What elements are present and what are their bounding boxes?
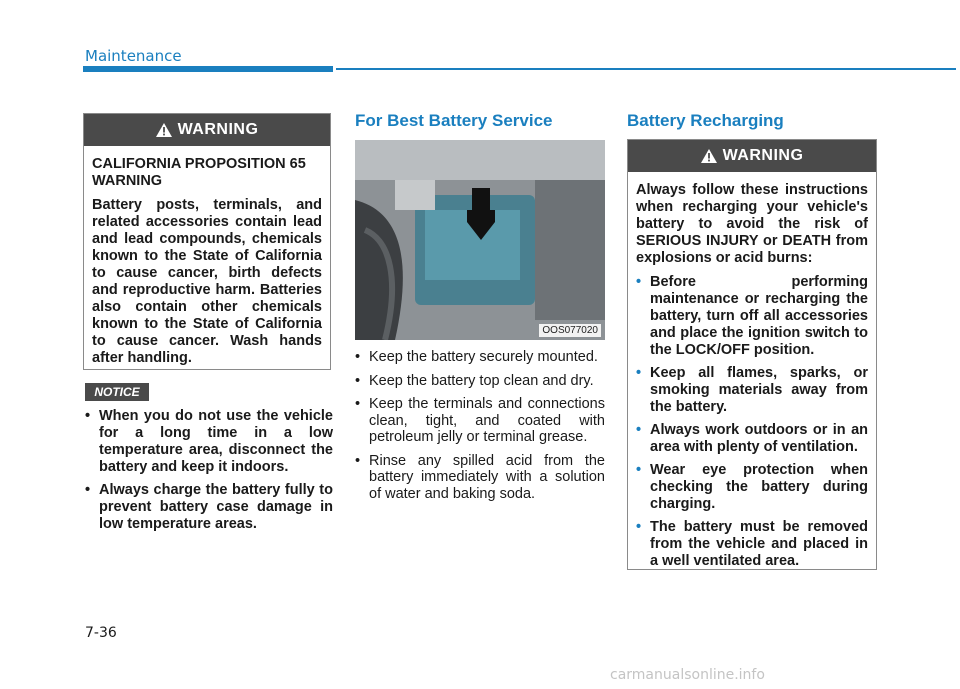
battery-tips-list: [355, 349, 605, 509]
list-item: • Keep the terminals and connections clean, tight, and coated with petroleum jelly or terminal grease.: [355, 396, 605, 446]
heading-recharging: Battery Recharging: [627, 111, 784, 130]
photo-code: OOS077020: [539, 324, 601, 337]
list-item: • When you do not use the vehicle for a long time in a low temperature area, disconnect the battery and keep it indoors.: [85, 408, 333, 476]
list-item: • The battery must be removed from the vehicle and placed in a well ventilated area.: [636, 519, 868, 570]
list-item: • Always charge the battery fully to prevent battery case damage in low temperature areas.: [85, 482, 333, 533]
warning-intro: Always follow these instructions when recharging your vehicle's battery to avoid the risk of SERIOUS INJURY or DEATH from explosions or acid burns:: [636, 182, 868, 266]
header-rule-thin: [336, 68, 956, 70]
section-title: Maintenance: [85, 47, 182, 65]
battery-image: [355, 140, 605, 340]
warning-triangle-icon: [701, 149, 717, 163]
list-item: • Keep all flames, sparks, or smoking materials away from the battery.: [636, 365, 868, 416]
warning-text: Battery posts, terminals, and related accessories contain lead and lead compounds, chemicals known to the State of California to cause cancer, birth defects and reproductive harm. Batteries also contain other chemicals known to the State of California to cause cancer. Wash hands after handling.: [92, 197, 322, 366]
list-item: • Before performing maintenance or recharging the battery, turn off all accessories and place the ignition switch to the LOCK/OFF position.: [636, 274, 868, 359]
recharging-list: [636, 274, 868, 570]
list-item: • Keep the battery top clean and dry.: [355, 373, 605, 390]
warning-triangle-icon: [156, 123, 172, 137]
list-item: • Wear eye protection when checking the battery during charging.: [636, 462, 868, 513]
list-item: • Keep the battery securely mounted.: [355, 349, 605, 366]
header-rule-thick: [83, 66, 333, 72]
warning-header: [628, 140, 876, 172]
warning-header: [84, 114, 330, 146]
notice-list: [85, 408, 333, 539]
california-warning-box: [83, 113, 331, 370]
warning-title: WARNING: [177, 121, 259, 138]
warning-title: WARNING: [722, 147, 804, 164]
battery-photo: [355, 140, 605, 340]
heading-best-service: For Best Battery Service: [355, 111, 553, 130]
list-item: • Rinse any spilled acid from the battery immediately with a solution of water and baking soda.: [355, 453, 605, 503]
recharging-warning-box: [627, 139, 877, 570]
list-item: • Always work outdoors or in an area with plenty of ventilation.: [636, 422, 868, 456]
watermark: carmanualsonline.info: [610, 667, 765, 683]
notice-badge: NOTICE: [85, 383, 149, 401]
warning-subtitle: CALIFORNIA PROPOSITION 65 WARNING: [92, 156, 306, 189]
page-number: 7-36: [85, 625, 117, 641]
